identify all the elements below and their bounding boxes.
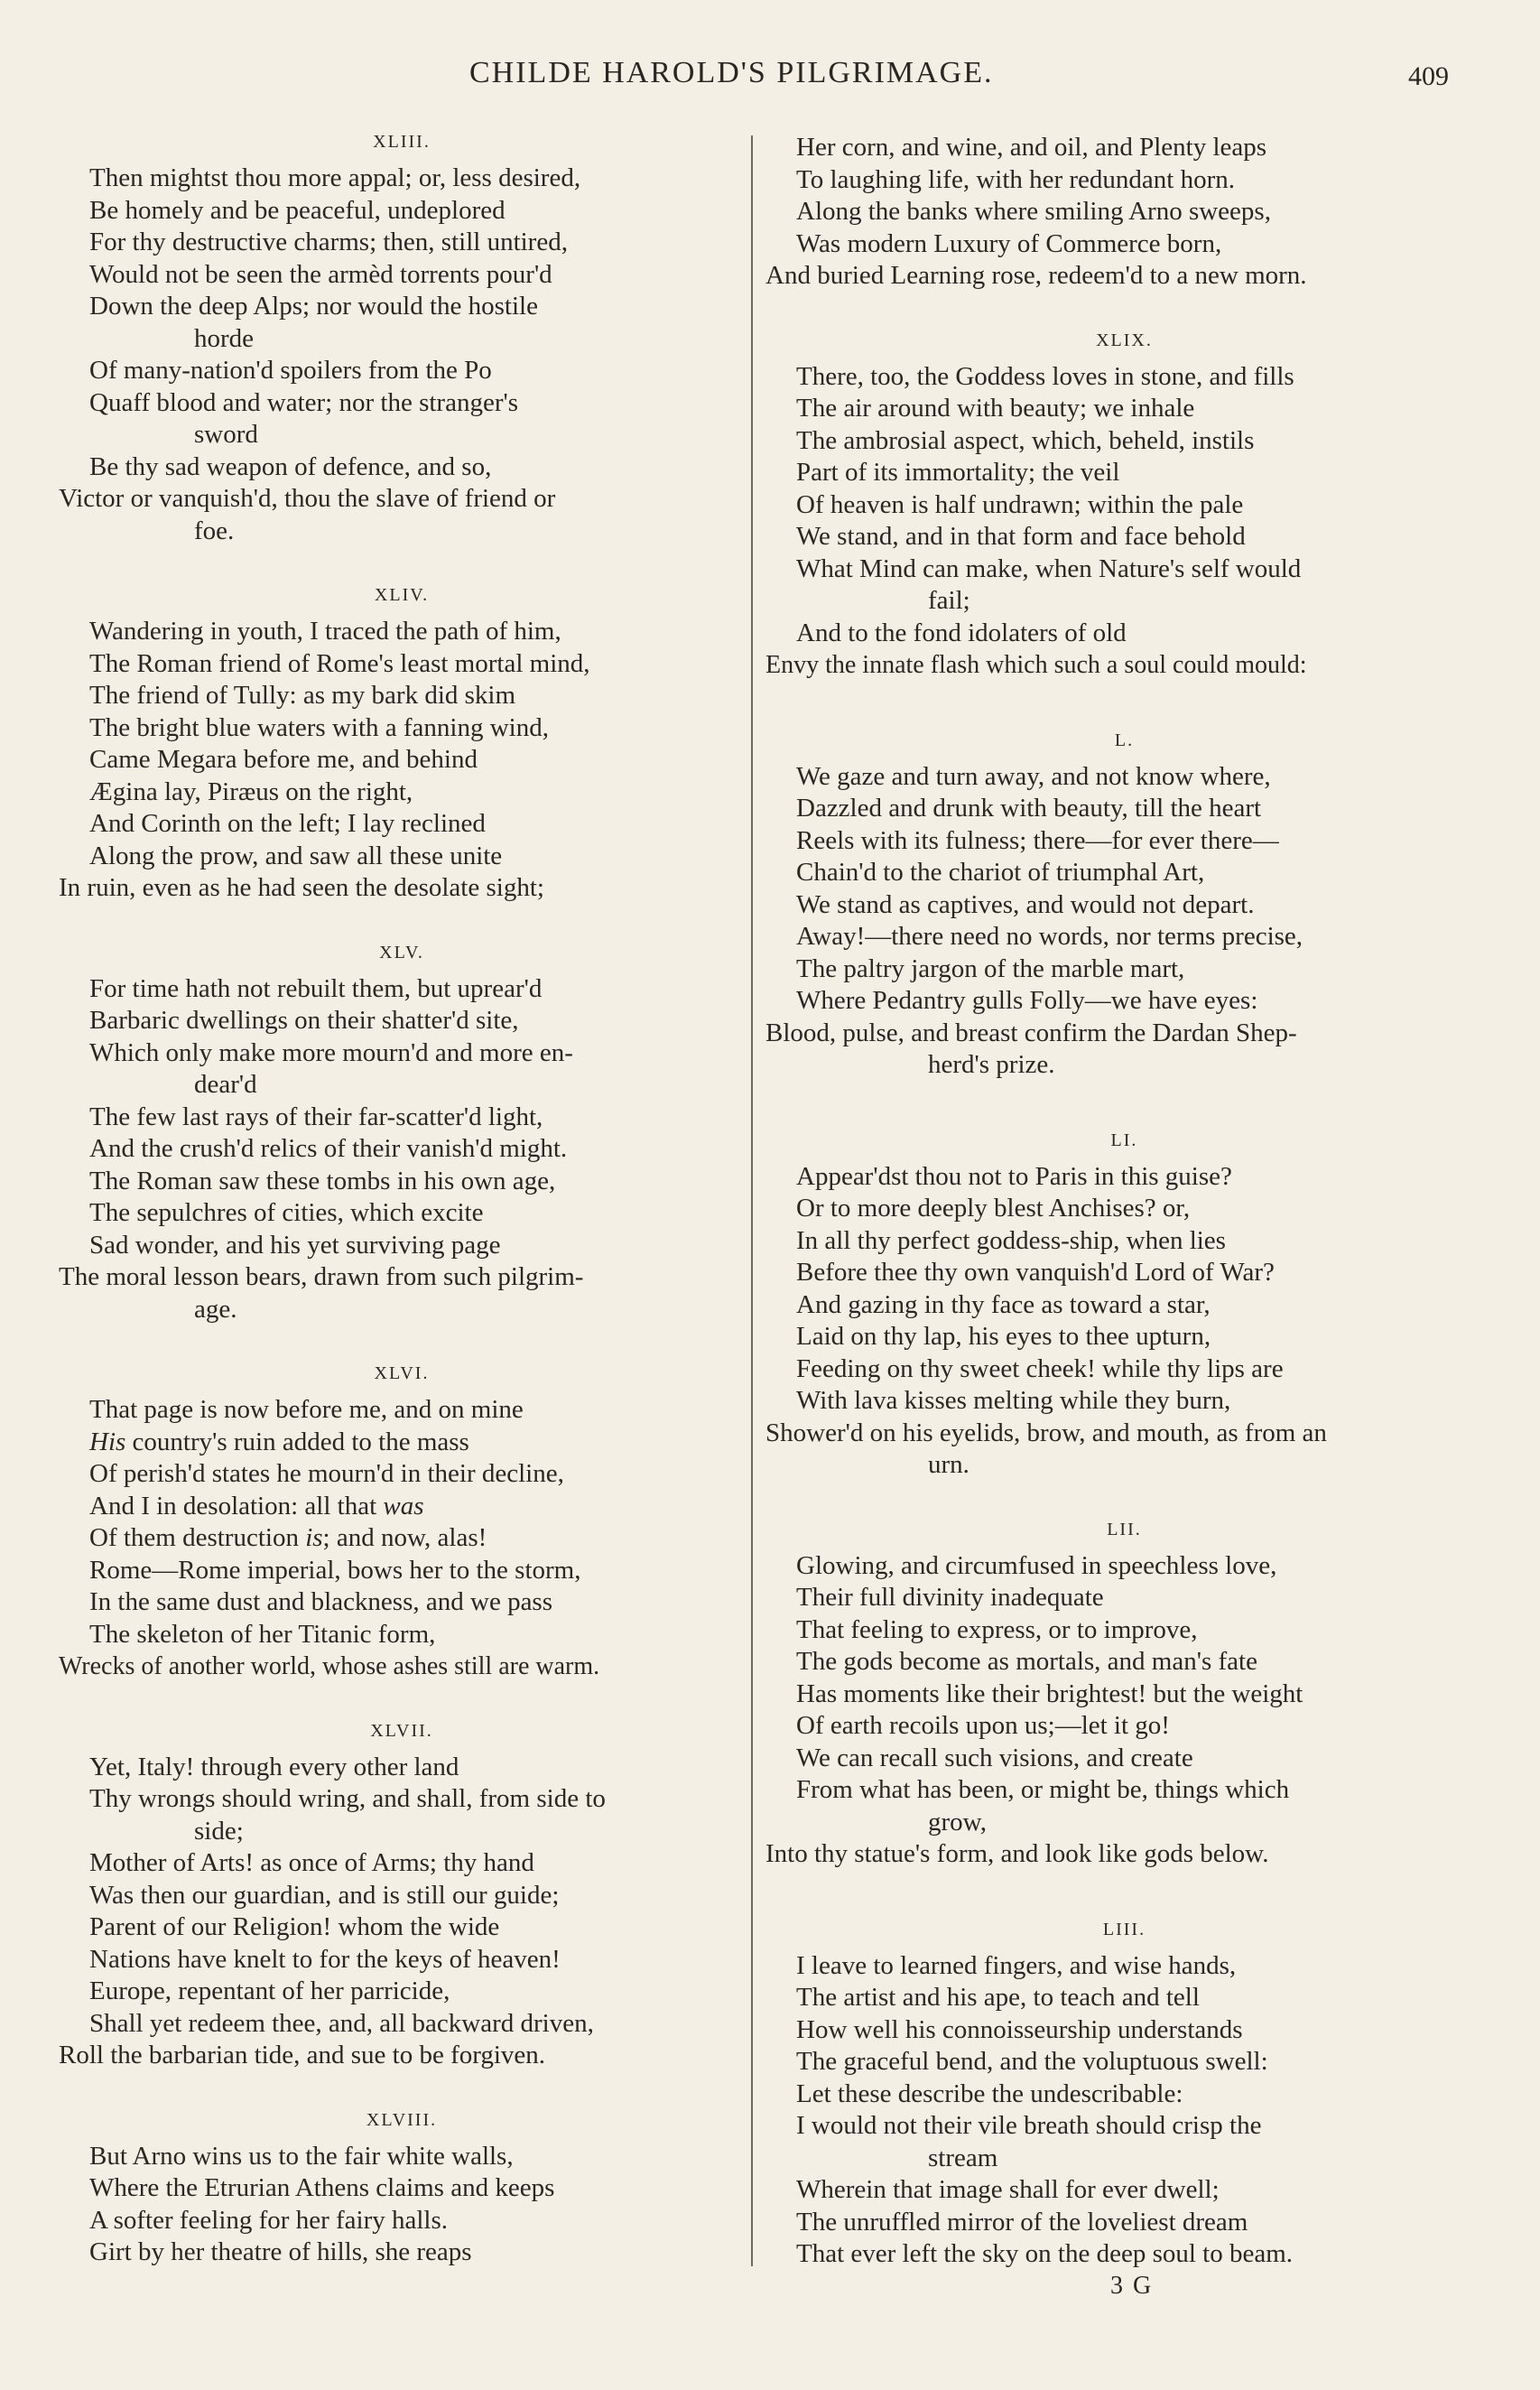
verse-line: Laid on thy lap, his eyes to thee upturn, [796,1322,1211,1351]
verse-line: Came Megara before me, and behind [89,745,478,774]
verse-line: And to the fond idolaters of old [796,618,1127,647]
verse-line: To laughing life, with her redundant horn. [796,164,1236,194]
verse-line: The moral lesson bears, drawn from such pilgrim- [59,1262,584,1291]
verse-line: The skeleton of her Titanic form, [89,1619,436,1649]
verse-text: ; and now, alas! [322,1523,487,1552]
verse-line: And the crush'd relics of their vanish'd might. [89,1134,568,1163]
verse-line: In all thy perfect goddess-ship, when lies [796,1225,1226,1255]
stanza-liii [765,1912,1483,2271]
verse-line: How well his connoisseurship understands [796,2014,1243,2044]
verse-line [59,1427,745,1459]
verse-line: Glowing, and circumfused in speechless love, [796,1550,1277,1580]
stanza-number: XLIII. [373,132,431,152]
stanza-xliii [59,125,745,547]
verse-line: I leave to learned fingers, and wise hands, [796,1950,1237,1980]
verse-line: And buried Learning rose, redeem'd to a new morn. [765,261,1307,290]
page-title: CHILDE HAROLD'S PILGRIMAGE. [469,56,994,89]
verse-line: The gods become as mortals, and man's fate [796,1647,1257,1676]
verse-line: Be thy sad weapon of defence, and so, [89,451,492,481]
verse-line: Let these describe the undescribable: [796,2078,1183,2108]
right-column [765,132,1483,2271]
stanza-number: XLVI. [374,1363,430,1383]
verse-line: Shower'd on his eyelids, brow, and mouth, as from an [765,1418,1327,1447]
stanza-number: XLVII. [370,1720,433,1741]
stanza-xlviii [59,2103,745,2269]
verse-line: The Roman friend of Rome's least mortal mind, [89,648,590,678]
verse-line: Girt by her theatre of hills, she reaps [89,2237,472,2266]
verse-line: And Corinth on the left; I lay reclined [89,809,486,838]
stanza-xlv [59,935,745,1326]
verse-line-continuation: age. [194,1294,237,1324]
stanza-number: XLVIII. [366,2109,438,2130]
verse-line: Her corn, and wine, and oil, and Plenty leaps [796,133,1267,162]
verse-line: Away!—there need no words, nor terms precise, [796,922,1303,951]
verse-line [59,1491,745,1523]
verse-text: country's ruin added to the mass [125,1427,469,1456]
verse-line: Chain'd to the chariot of triumphal Art, [796,858,1205,887]
verse-line: Of perish'd states he mourn'd in their decline, [89,1459,564,1488]
verse-line: In the same dust and blackness, and we pass [89,1587,553,1616]
verse-line: Yet, Italy! through every other land [89,1752,459,1781]
verse-line: The air around with beauty; we inhale [796,394,1195,423]
italic-word: was [383,1491,424,1520]
stanza-l [765,723,1483,1082]
stanza-xlviii-continued [765,132,1483,293]
verse-line: The friend of Tully: as my bark did skim [89,681,516,710]
verse-line: Quaff blood and water; nor the stranger's [89,387,518,417]
verse-line: That ever left the sky on the deep soul to beam. [796,2239,1294,2268]
italic-word: is [305,1523,323,1552]
verse-line: Was then our guardian, and is still our guide; [89,1880,560,1910]
verse-line: Ægina lay, Piræus on the right, [89,777,413,806]
verse-line: For thy destructive charms; then, still untired, [89,228,568,256]
verse-line: Of heaven is half undrawn; within the pale [796,489,1244,519]
verse-line: Which only make more mourn'd and more en- [89,1037,573,1067]
verse-line: The ambrosial aspect, which, beheld, instils [796,425,1255,455]
verse-line: Would not be seen the armèd torrents pour'd [89,259,552,289]
verse-line: Where the Etrurian Athens claims and keeps [89,2173,555,2202]
verse-line: Barbaric dwellings on their shatter'd site, [89,1006,519,1035]
verse-line-continuation: fail; [928,586,970,615]
stanza-number: LI. [1110,1130,1138,1150]
verse-line: The sepulchres of cities, which excite [89,1198,484,1227]
verse-line: Nations have knelt to for the keys of heaven! [89,1944,561,1974]
verse-line: There, too, the Goddess loves in stone, and fills [796,361,1294,391]
verse-line: Parent of our Religion! whom the wide [89,1912,500,1941]
verse-line: Wherein that image shall for ever dwell; [796,2175,1220,2204]
verse-line: The paltry jargon of the marble mart, [796,953,1185,983]
verse-line: Dazzled and drunk with beauty, till the heart [796,794,1262,823]
stanza-number: L. [1114,730,1135,750]
verse-line: We stand as captives, and would not depart. [796,889,1255,919]
verse-line: The bright blue waters with a fanning wind, [89,712,549,742]
verse-line: Feeding on thy sweet cheek! while thy lips are [796,1353,1284,1383]
verse-line: The graceful bend, and the voluptuous swell: [796,2047,1268,2076]
verse-line: Along the banks where smiling Arno sweeps, [796,197,1271,226]
verse-line: The unruffled mirror of the loveliest dream [796,2207,1248,2237]
stanza-li [765,1123,1483,1482]
verse-line-continuation: grow, [928,1807,987,1837]
stanza-number: LIII. [1102,1919,1146,1939]
verse-line: Europe, repentant of her parricide, [89,1976,450,2005]
italic-word: His [89,1427,126,1456]
verse-line: Shall yet redeem thee, and, all backward driven, [89,2008,594,2038]
verse-line: Along the prow, and saw all these unite [89,841,503,870]
verse-line: Mother of Arts! as once of Arms; thy hand [89,1848,534,1877]
verse-line-continuation: foe. [194,516,235,545]
verse-line-continuation: horde [194,323,255,353]
verse-line: We can recall such visions, and create [796,1743,1193,1772]
verse-line-continuation: stream [928,2143,998,2172]
stanza-number: LII. [1107,1519,1142,1539]
verse-line: Appear'dst thou not to Paris in this guise? [796,1161,1232,1191]
verse-line: I would not their vile breath should crisp the [796,2111,1262,2140]
stanza-xlvii [59,1714,745,2072]
verse-line: That feeling to express, or to improve, [796,1614,1198,1644]
running-head [0,56,1540,110]
verse-line: Of many-nation'd spoilers from the Po [89,356,492,385]
verse-line: For time hath not rebuilt them, but uprear'd [89,973,543,1003]
verse-line-continuation: dear'd [194,1070,257,1099]
printer-signature: 3 G [1110,2272,1154,2300]
stanza-xliv [59,578,745,905]
verse-line: Their full divinity inadequate [796,1583,1104,1612]
stanza-xlvi [59,1356,745,1683]
verse-line: Rome—Rome imperial, bows her to the storm, [89,1555,581,1585]
stanza-xlix [765,323,1483,682]
verse-line: And gazing in thy face as toward a star, [796,1289,1211,1319]
verse-line: But Arno wins us to the fair white walls, [89,2141,514,2171]
page-number: 409 [1408,61,1449,91]
verse-line: Be homely and be peaceful, undeplored [89,195,506,225]
verse-line: Reels with its fulness; there—for ever there— [796,825,1279,855]
verse-line-continuation: side; [194,1816,244,1846]
verse-line: Envy the innate flash which such a soul could mould: [765,651,1307,679]
verse-line: Sad wonder, and his yet surviving page [89,1230,501,1260]
verse-line: Thy wrongs should wring, and shall, from side to [89,1784,606,1813]
stanza-number: XLIX. [1096,330,1153,350]
verse-line: The few last rays of their far-scatter'd light, [89,1102,543,1131]
verse-line: Roll the barbarian tide, and sue to be forgiven. [59,2041,546,2069]
column-divider [751,135,753,2266]
verse-line-continuation: urn. [928,1450,969,1479]
verse-line: We gaze and turn away, and not know where, [796,761,1271,791]
verse-line: Of earth recoils upon us;—let it go! [796,1711,1170,1740]
verse-line: Before thee thy own vanquish'd Lord of War? [796,1258,1275,1287]
verse-line: Wandering in youth, I traced the path of him, [89,617,561,646]
verse-line: With lava kisses melting while they burn, [796,1386,1231,1415]
verse-line: Was modern Luxury of Commerce born, [796,228,1222,258]
verse-text: And I in desolation: all that [89,1491,384,1520]
verse-line: Victor or vanquish'd, thou the slave of friend or [59,484,556,513]
verse-line: In ruin, even as he had seen the desolate sight; [59,873,544,902]
verse-line: Or to more deeply blest Anchises? or, [796,1194,1191,1223]
verse-line: From what has been, or might be, things which [796,1775,1290,1804]
verse-line: Into thy statue's form, and look like gods below. [765,1839,1269,1868]
verse-line: The Roman saw these tombs in his own age, [89,1166,556,1195]
verse-line: A softer feeling for her fairy halls. [89,2205,448,2235]
stanza-number: XLIV. [374,585,430,605]
verse-line: Then mightst thou more appal; or, less desired, [89,163,581,192]
verse-line-continuation: sword [194,420,258,449]
verse-line: What Mind can make, when Nature's self would [796,553,1302,583]
verse-line: That page is now before me, and on mine [89,1395,524,1424]
verse-line: Down the deep Alps; nor would the hostile [89,292,538,321]
verse-line: Where Pedantry gulls Folly—we have eyes: [796,986,1258,1015]
stanza-number: XLV. [379,942,424,963]
verse-line: Blood, pulse, and breast confirm the Dardan Shep- [765,1018,1297,1047]
verse-line: The artist and his ape, to teach and tell [796,1983,1200,2012]
verse-line: Has moments like their brightest! but the weight [796,1679,1303,1708]
verse-line: We stand, and in that form and face behold [796,522,1246,551]
left-column [59,125,745,2269]
verse-line [59,1522,745,1555]
verse-text: Of them destruction [89,1523,306,1552]
verse-line-continuation: herd's prize. [928,1050,1055,1079]
stanza-lii [765,1512,1483,1871]
verse-line: Wrecks of another world, whose ashes still are warm. [59,1652,600,1680]
verse-line: Part of its immortality; the veil [796,458,1120,487]
